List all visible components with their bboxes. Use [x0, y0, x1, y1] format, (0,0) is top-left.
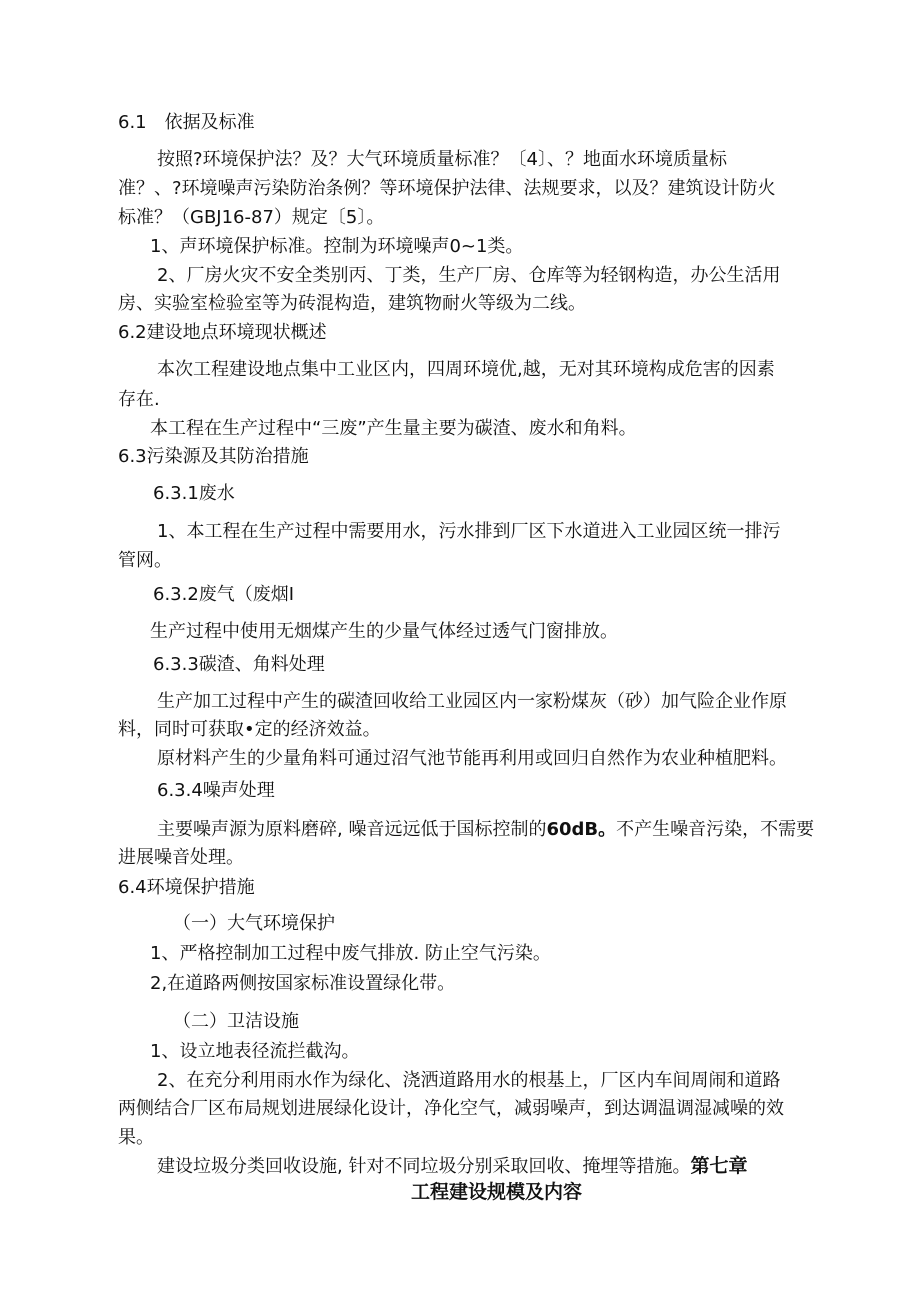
noise-limit-value: 60dB。 [546, 819, 617, 840]
paragraph-line: 存在. [118, 389, 160, 410]
paragraph-line: 管网。 [118, 550, 172, 571]
paragraph-line: 生产加工过程中产生的碳渣回收给工业园区内一家粉煤灰（砂）加气险企业作原 [157, 691, 787, 712]
noise-text-c: 不产生噪音污染，不需要 [616, 819, 815, 840]
list-item: 1、设立地表径流拦截沟。 [150, 1041, 360, 1062]
noise-text-a: 主要噪声源为原料磨碎, 噪音远远低于国标控制的 [157, 819, 547, 840]
subsection-6-3-1-heading: 6.3.1废水 [153, 483, 235, 504]
closing-text: 建设垃圾分类回收设施, 针对不同垃圾分别采取回收、掩埋等措施。 [157, 1156, 691, 1177]
section-6-2-heading: 6.2建设地点环境现状概述 [118, 322, 327, 343]
list-item: 1、严格控制加工过程中废气排放. 防止空气污染。 [150, 943, 551, 964]
section-6-1-heading: 6.1 依据及标准 [118, 112, 255, 133]
paragraph-line: 进展噪音处理。 [118, 847, 244, 868]
list-item: 2,在道路两侧按国家标准设置绿化带。 [150, 973, 456, 994]
subsection-6-3-3-heading: 6.3.3碳渣、角料处理 [153, 654, 325, 675]
list-item: 1、声环境保护标准。控制为环境噪声0~1类。 [150, 236, 524, 257]
paragraph-line: 1、本工程在生产过程中需要用水，污水排到厂区下水道进入工业园区统一排污 [157, 521, 781, 542]
subsection-6-3-2-heading: 6.3.2废气（废烟I [153, 584, 295, 605]
paragraph-line: 本次工程建设地点集中工业区内，四周环境优,越，无对其环境构成危害的因素 [157, 359, 775, 380]
sanitation-heading: （二）卫洁设施 [173, 1011, 299, 1032]
paragraph-line: 生产过程中使用无烟煤产生的少量气体经过透气门窗排放。 [150, 621, 618, 642]
paragraph-line: 本工程在生产过程中“三废”产生量主要为碳渣、废水和角料。 [150, 418, 637, 439]
paragraph-line: 2、厂房火灾不安全类别丙、丁类，生产厂房、仓库等为轻钢构造，办公生活用 [157, 265, 781, 286]
paragraph-line: 两侧结合厂区布局规划进展绿化设计，净化空气，减弱噪声，到达调温调湿减噪的效 [118, 1098, 784, 1119]
paragraph-line [157, 818, 814, 842]
section-6-3-heading: 6.3污染源及其防治措施 [118, 446, 309, 467]
air-protection-heading: （一）大气环境保护 [173, 913, 335, 934]
paragraph-line: 2、在充分利用雨水作为绿化、浇洒道路用水的根基上，厂区内车间周闹和道路 [157, 1070, 781, 1091]
paragraph-line [157, 1154, 747, 1179]
paragraph-line: 果。 [118, 1127, 154, 1148]
chapter-7-title: 工程建设规模及内容 [411, 1181, 583, 1203]
paragraph-line: 准？、?环境噪声污染防治条例？等环境保护法律、法规要求，以及？建筑设计防火 [118, 178, 776, 199]
paragraph-line: 原材料产生的少量角料可通过沼气池节能再利用或回归自然作为农业种植肥料。 [157, 748, 787, 769]
section-6-4-heading: 6.4环境保护措施 [118, 877, 255, 898]
paragraph-line: 料，同时可获取•定的经济效益。 [118, 719, 381, 740]
paragraph-line: 按照?环境保护法？及？大气环境质量标准？〔4〕、？地面水环境质量标 [157, 149, 728, 170]
chapter-7-label: 第七章 [690, 1155, 748, 1177]
paragraph-line: 标准？（GBJ16-87）规定〔5〕。 [118, 207, 385, 228]
subsection-6-3-4-heading: 6.3.4噪声处理 [157, 780, 275, 801]
paragraph-line: 房、实验室检验室等为砖混构造，建筑物耐火等级为二线。 [118, 293, 586, 314]
